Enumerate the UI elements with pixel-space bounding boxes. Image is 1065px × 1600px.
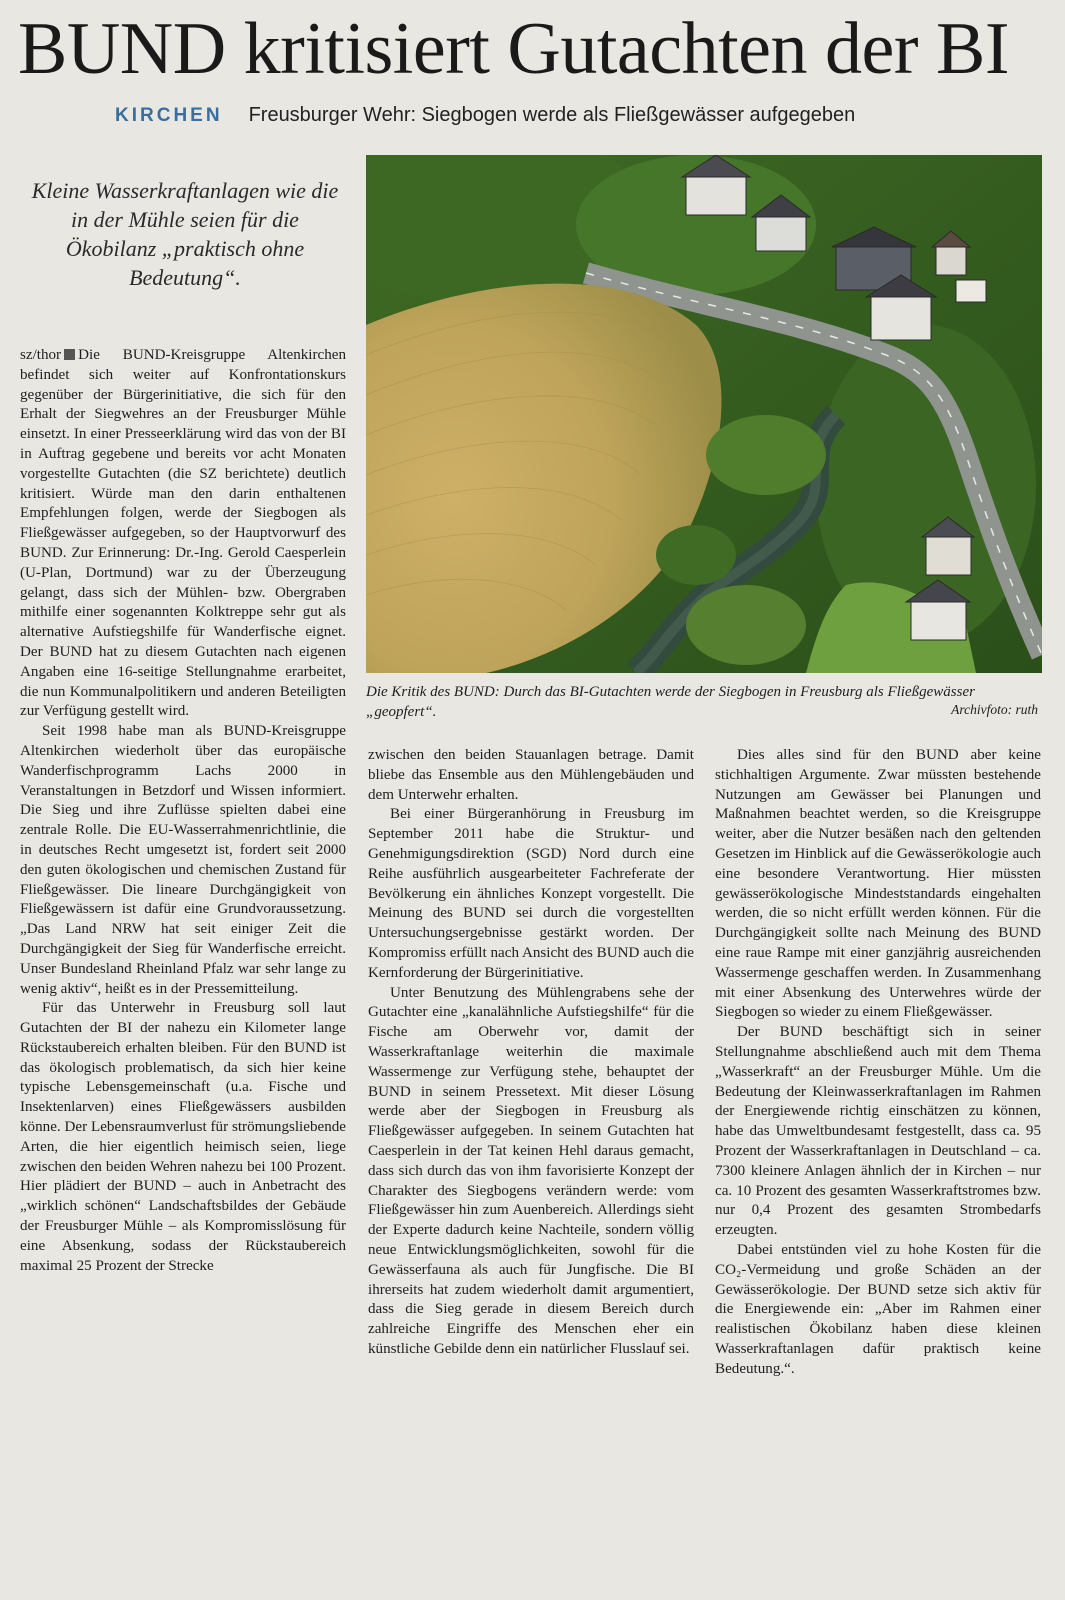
article-column-1 xyxy=(20,346,346,1596)
paragraph-3: Für das Unterwehr in Freusburg soll laut Gutachten der BI der nahezu ein Kilometer lange Rückstaubereich erhalten bleiben. Für den BUND ist das ökologisch problematisch, da sich hier keine typische Lebensgemeinschaft (u.a. Fische und Insektenlarven) eines Fließgewässers ausbilden könne. Der Lebensraumverlust für strömungsliebende Arten, die hier eigentlich heimisch seien, liege zwischen den beiden Wehren nahezu bei 100 Prozent. Hier plädiert der BUND – auch in Anbetracht des „wirklich schönen“ Landschaftsbildes der Gebäude der Freusburger Mühle – als Kompromisslösung für eine Absenkung, sodass der Rückstaubereich maximal 25 Prozent der Strecke xyxy=(20,1000,346,1274)
paragraph-1-text: Die BUND-Kreisgruppe Altenkirchen befindet sich weiter auf Konfrontationskurs gegenüber der Bürgerinitiative, die sich für den Erhalt der Siegwehres an der Freusburger Mühle einsetzt. In einer Presseerklärung wird das von der BI in Auftrag gegebene und bereits vor acht Monaten vorgestellte Gutachten (die SZ berichtete) deutlich kritisiert. Würde man den darin enthaltenen Empfehlungen folgen, werde der Siegbogen als Fließgewässer aufgegeben, so der Hauptvorwurf des BUND. Zur Erinnerung: Dr.-Ing. Gerold Caesperlein (U-Plan, Dortmund) war zu der Überzeugung gelangt, dass sich der Mühlen- bzw. Obergraben mithilfe einer sogenannten Kolktreppe sehr gut als alternative Aufstiegshilfe für Wanderfische eignet. Der BUND hat zu diesem Gutachten nach eigenen Angaben eine 16-seitige Stellungnahme erarbeitet, die nun Kommunalpolitikern und anderen Beteiligten zur Verfügung gestellt wird. xyxy=(20,347,346,720)
paragraph-5: Bei einer Bürgeranhörung in Freusburg im September 2011 habe die Struktur- und Genehmigungsdirektion (SGD) Nord durch eine Reihe ausführlich ausgearbeiteter Fachreferate der Bevölkerung ein ähnliches Konzept vorgestellt. Die Meinung des BUND sei durch die vorgestellten Untersuchungsergebnisse gestärkt worden. Der Kompromiss erfüllt nach Ansicht des BUND auch die Kernforderung der Bürgerinitiative. xyxy=(368,806,694,981)
subline xyxy=(115,104,1055,136)
paragraph-2: Seit 1998 habe man als BUND-Kreisgruppe Altenkirchen wiederholt über das europäische Wanderfischprogramm Lachs 2000 in Veranstaltungen in Betzdorf und Wissen informiert. Die Sieg und ihre Zuflüsse spielten dabei eine zentrale Rolle. Die EU-Wasserrahmenrichtlinie, die in deutsches Recht umgesetzt ist, fordert seit 2000 den guten ökologischen und chemischen Zustand für Fließgewässer. Die lineare Durchgängigkeit von Fließgewässern ist dafür eine Grundvoraussetzung. „Das Land NRW hat seit einiger Zeit die Durchgängigkeit der Sieg für Wanderfische erreicht. Unser Bundesland Rheinland Pfalz war sehr lange zu wenig aktiv“, heißt es in der Pressemitteilung. xyxy=(20,723,346,997)
photo-caption: Die Kritik des BUND: Durch das BI-Gutachten werde der Siegbogen in Freusburg als Fließgewässer „geopfert“. xyxy=(366,684,975,720)
aerial-photo-illustration xyxy=(366,155,1042,673)
byline-square-icon xyxy=(64,349,75,360)
paragraph-4: zwischen den beiden Stauanlagen betrage. Damit bliebe das Ensemble aus den Mühlengebäuden und dem Unterwehr erhalten. xyxy=(368,747,694,803)
kicker-location: KIRCHEN xyxy=(115,104,223,126)
article-column-2 xyxy=(368,746,694,1596)
byline: sz/thor xyxy=(20,347,62,363)
pull-quote: Kleine Wasserkraftanlagen wie die in der Mühle seien für die Ökobilanz „praktisch ohne Bedeutung“. xyxy=(31,178,339,290)
paragraph-8: Der BUND beschäftigt sich in seiner Stellungnahme abschließend auch mit dem Thema „Wasserkraft“ an der Freusburger Mühle. Um die Bedeutung der Kleinwasserkraftanlagen im Rahmen der Energiewende richtig einschätzen zu können, habe das Umweltbundesamt festgestellt, dass ca. 95 Prozent der Wasserkraftanlagen in Deutschland – ca. 7300 kleinere Anlagen ähnlich der in Kirchen – nur ca. 10 Prozent des gesamten Wasserkraftstromes bzw. nur 0,4 Prozent des gesamten Strombedarfs erzeugten. xyxy=(715,1024,1041,1239)
subtitle: Freusburger Wehr: Siegbogen werde als Fließgewässer aufgegeben xyxy=(248,104,856,126)
paragraph-7: Dies alles sind für den BUND aber keine stichhaltigen Argumente. Zwar müssten bestehende Nutzungen am Gewässer bei Planungen und Maßnahmen beachtet werden, so die Kreisgruppe weiter, aber die Nutzer besäßen nach den geltenden Gesetzen im Hinblick auf die Gewässerökologie auch eine besondere Verantwortung. Hier müssten gewässerökologische Mindeststandards eingehalten werden, die so nicht erfüllt werden können. Für die Durchgängigkeit sollte nach Meinung des BUND eine raue Rampe mit einer ganzjährig ausreichenden Wassermenge geschaffen werden. In Zusammenhang mit einer Absenkung des Unterwehres würde der Siegbogen so wieder zu einem Fließgewässer. xyxy=(715,747,1041,1021)
paragraph-1 xyxy=(20,346,346,722)
paragraph-9: Dabei entstünden viel zu hohe Kosten für die CO₂-Vermeidung und große Schäden an der Gewässerökologie. Der BUND setze sich aktiv für die Energiewende ein: „Aber im Rahmen einer realistischen Ökobilanz haben diese kleinen Wasserkraftanlagen dafür praktisch keine Bedeutung.“. xyxy=(715,1241,1041,1377)
article-column-3 xyxy=(715,746,1041,1596)
headline: BUND kritisiert Gutachten der BI xyxy=(18,8,1009,90)
photo-credit: Archivfoto: ruth xyxy=(951,702,1038,717)
article-photo xyxy=(366,155,1042,673)
paragraph-6: Unter Benutzung des Mühlengrabens sehe der Gutachter eine „kanalähnliche Aufstiegshilfe“ für die Fische am Oberwehr vor, damit der Wasserkraftanlage weiterhin die maximale Wassermenge zur Verfügung stehe, behauptet der BUND in seinem Pressetext. Mit dieser Lösung werde aber der Siegbogen in Freusburg als Fließgewässer aufgegeben. In seinem Gutachten hat Caesperlein in der Tat keinen Hehl daraus gemacht, dass sich durch das von ihm favorisierte Konzept der Charakter des Siegbogens verändern werde: vom Fließgewässer hin zum Auenbereich. Allerdings sieht der Experte dadurch keine Nachteile, sondern völlig neue Entwicklungsmöglichkeiten, sowohl für die Gewässerfauna als auch für Jungfische. Die BI ihrerseits hat zudem wiederholt damit argumentiert, dass die Sieg gerade in diesem Bereich durch zahlreiche Eingriffe des Menschen eher ein künstliche Gebilde denn ein natürlicher Flusslauf sei. xyxy=(368,984,694,1357)
